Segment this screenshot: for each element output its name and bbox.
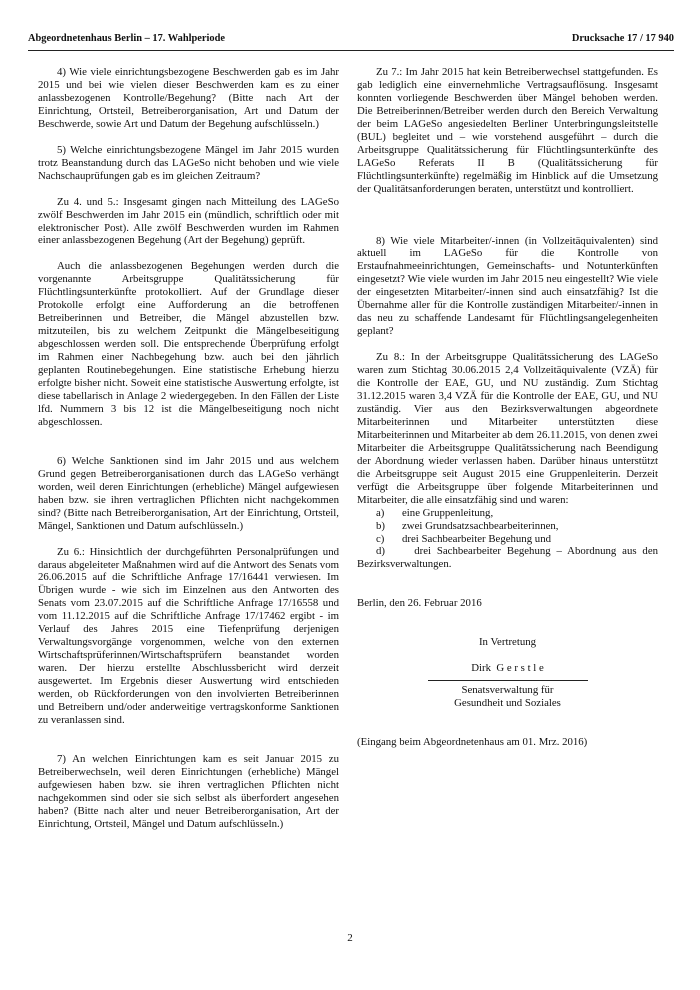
list-item: [357, 520, 658, 533]
answer-6: Zu 6.: Hinsichtlich der durchgeführten Personalprüfungen und daraus abgeleiteter Maßnahmen wird auf die Antwort des Senats vom 26.06.2015 auf die Schriftliche Anfrage 17/16441 verwiesen. Im Übrigen wurde - wie sich im Einzelnen aus den Antworten des Senats vom 23.07.2015 auf die Schriftliche Anfrage 17/16558 und vom 11.12.2015 auf die Schriftliche Anfrage 17/17462 ergibt - im Verlauf des Jahres 2015 eine Tiefenprüfung derjenigen Verwaltungsvorgänge vorgenommen, welche von den externen Wirtschaftsprüferinnen/Wirtschaftsprüfern beanstandet worden waren. Der hierzu erstellte Abschlussbericht wird derzeit ausgewertet. Im Ergebnis dieser Auswertung wird entschieden werden, ob Rückforderungen von den involvierten Betreiberinnen und Betreibern und/oder anderweitige vertragskonforme Sanktionen zu veranlassen sind.: [38, 545, 339, 726]
list-item-label: a): [376, 506, 385, 519]
department-line-1: Senatsverwaltung für: [461, 684, 554, 697]
header-rule: [28, 50, 674, 51]
list-item-text: eine Gruppenleitung,: [402, 506, 494, 519]
page-number: 2: [347, 932, 353, 944]
list-item-text: zwei Grundsatzsachbearbeiterinnen,: [402, 519, 559, 532]
list-item-label: b): [376, 519, 385, 532]
staff-list: [357, 507, 658, 572]
question-6: 6) Welche Sanktionen sind im Jahr 2015 und aus welchem Grund gegen Betreiberorganisationen durch das LAGeSo verhängt worden, weil deren Einrichtungen (erhebliche) Mängel aufgewiesen haben bzw. sie ihren vertraglichen Pflichten nicht nachgekommen sind? (Bitte nach Betreiberorganisation, Art der Einrichtung, Ortsteil, Mängel, Sanktionen und Datum aufschlüsseln.): [38, 454, 339, 532]
list-item-text: drei Sachbearbeiter Begehung – Abordnung aus den Bezirksverwaltungen.: [357, 545, 659, 571]
question-5: 5) Welche einrichtungsbezogene Mängel im Jahr 2015 wurden trotz Beanstandung durch das LAGeSo nicht behoben und wie viele Nachschauprüfungen gab es im gleichen Zeitraum?: [38, 143, 339, 182]
answer-4-5-continued: Auch die anlassbezogenen Begehungen werden durch die vorgenannte Arbeitsgruppe Qualitätssicherung für Flüchtlingsunterkünfte protokolliert. Auf der Grundlage dieser Protokolle erfolgt eine Aufforderung an die betroffenen Betreiberinnen und Betreiber, die Mängel abzustellen bzw. mitzuteilen, bis zu welchem Zeitpunkt die Mängelbeseitigung abgeschlossen werden soll. Die entsprechende Überprüfung erfolgt im Rahmen einer Nachbegehung bzw. auch bei den jährlich geplanten Routinebegehungen. Eine statistische Erhebung hierzu erfolgte bisher nicht. Soweit eine statistische Auswertung erfolgte, ist diese tabellarisch in Anlage 2 wiedergegeben. In den Fällen der Liste lfd. Nummern 3 bis 12 ist die Mängelbeseitigung noch nicht abgeschlossen.: [38, 260, 339, 428]
header-document-number: Drucksache 17 / 17 940: [571, 33, 674, 44]
department-line-2: Gesundheit und Soziales: [454, 697, 561, 710]
answer-7: Zu 7.: Im Jahr 2015 hat kein Betreiberwechsel stattgefunden. Es gab lediglich eine einvernehmliche Vertragsauflösung. Insgesamt konnten vorliegende Beschwerden über Mängel behoben werden. Die Betreiberinnen/Betreiber werden durch den Bereich Verwaltung der beim LAGeSo angesiedelten Berliner Unterbringungsleitstelle (BUL) begleitet und – wie vorstehend ausgeführt – durch die Arbeitsgruppe Qualitätssicherung für Flüchtlingsunterkünfte des LAGeSo Referats II B (Qualitätssicherung für Flüchtlingsunterkünfte) regelmäßig im Hinblick auf die Umsetzung der Qualitätsanforderungen beraten, unterstützt und kontrolliert.: [357, 66, 658, 195]
question-7: 7) An welchen Einrichtungen kam es seit Januar 2015 zu Betreiberwechseln, weil deren Einrichtungen (erhebliche) Mängel aufgewiesen haben bzw. sie ihren vertraglichen Pflichten nicht nachgekommen sind oder sie sich selbst als überfordert angesehen haben? (Bitte nach alter und neuer Betreiberorganisation, Art der Einrichtung, Ortsteil, Mängel und Datum aufschlüsseln.): [38, 752, 339, 830]
page-header: [28, 33, 674, 45]
list-item: [357, 533, 658, 546]
vertretung-line: In Vertretung: [478, 636, 537, 649]
list-item: [357, 545, 658, 571]
signature-rule: [428, 680, 588, 681]
question-4: 4) Wie viele einrichtungsbezogene Beschwerden gab es im Jahr 2015 und bei wie vielen dieser Beschwerden kam es zu einer anlassbezogenen Kontrolle/Begehung? (Bitte nach Art der Einrichtung, Ortsteil, Betreiberorganisation, Art und Datum der Beschwerde, sowie Art und Datum der Begehung aufschlüsseln.): [38, 66, 339, 130]
list-item-label: d): [376, 545, 385, 558]
left-column: [38, 66, 339, 831]
list-item-text: drei Sachbearbeiter Begehung und: [402, 532, 552, 545]
header-parliament: Abgeordnetenhaus Berlin – 17. Wahlperiode: [28, 33, 225, 44]
list-item: [357, 507, 658, 520]
list-item-label: c): [376, 532, 385, 545]
right-column: [357, 66, 658, 749]
question-8: 8) Wie viele Mitarbeiter/-innen (in Vollzeitäquivalenten) sind aktuell im LAGeSo für die Kontrolle von Erstaufnahmeeinrichtungen, Gemeinschafts- und Notunterkünften eingesetzt? Wie viele wurden im Jahr 2015 neu eingestellt? Wie viele der eingesetzten Mitarbeiter/-innen sind auch einsatzfähig? Ist die Übernahme aller für die Kontrolle zuständigen Mitarbeiter/-innen in das neu zu schaffende Landesamt für Flüchtlingsangelegenheiten geplant?: [357, 234, 658, 338]
answer-8: Zu 8.: In der Arbeitsgruppe Qualitätssicherung des LAGeSo waren zum Stichtag 30.06.2015 2,4 Vollzeitäquivalente (VZÄ) für die Kontrolle der EAE, GU, und NU zuständig. Zum Stichtag 31.12.2015 waren 3,4 VZÄ für die Kontrolle der EAE, GU, und NU zuständig. Vier aus den Bezirksverwaltungen abgeordnete Mitarbeiterinnen und Mitarbeiter unterstützten diese Mitarbeiterinnen und Mitarbeiter ab dem 26.11.2015, von denen zwei Mitarbeiter die Arbeitsgruppe Qualitätssicherung nach Beendigung der Abordnung wieder verlassen haben. Darüber hinaus unterstützt die Arbeitsgruppe seit August 2015 eine Gruppenleiterin. Derzeit verfügt die Arbeitsgruppe über folgende Mitarbeiterinnen und Mitarbeiter, die alle einsatzfähig sind und waren:: [357, 351, 658, 506]
signer-name: Dirk G e r s t l e: [471, 662, 544, 675]
date-line: Berlin, den 26. Februar 2016: [357, 597, 482, 610]
answer-4-5: Zu 4. und 5.: Insgesamt gingen nach Mitteilung des LAGeSo zwölf Beschwerden im Jahr 2015 ein (mündlich, schriftlich oder mit elektronischer Post). Alle zwölf Beschwerden wurden im Rahmen einer anlassbezogenen Begehung (Art der Begehung) geprüft.: [38, 195, 339, 247]
receipt-note: (Eingang beim Abgeordnetenhaus am 01. Mrz. 2016): [357, 736, 588, 749]
